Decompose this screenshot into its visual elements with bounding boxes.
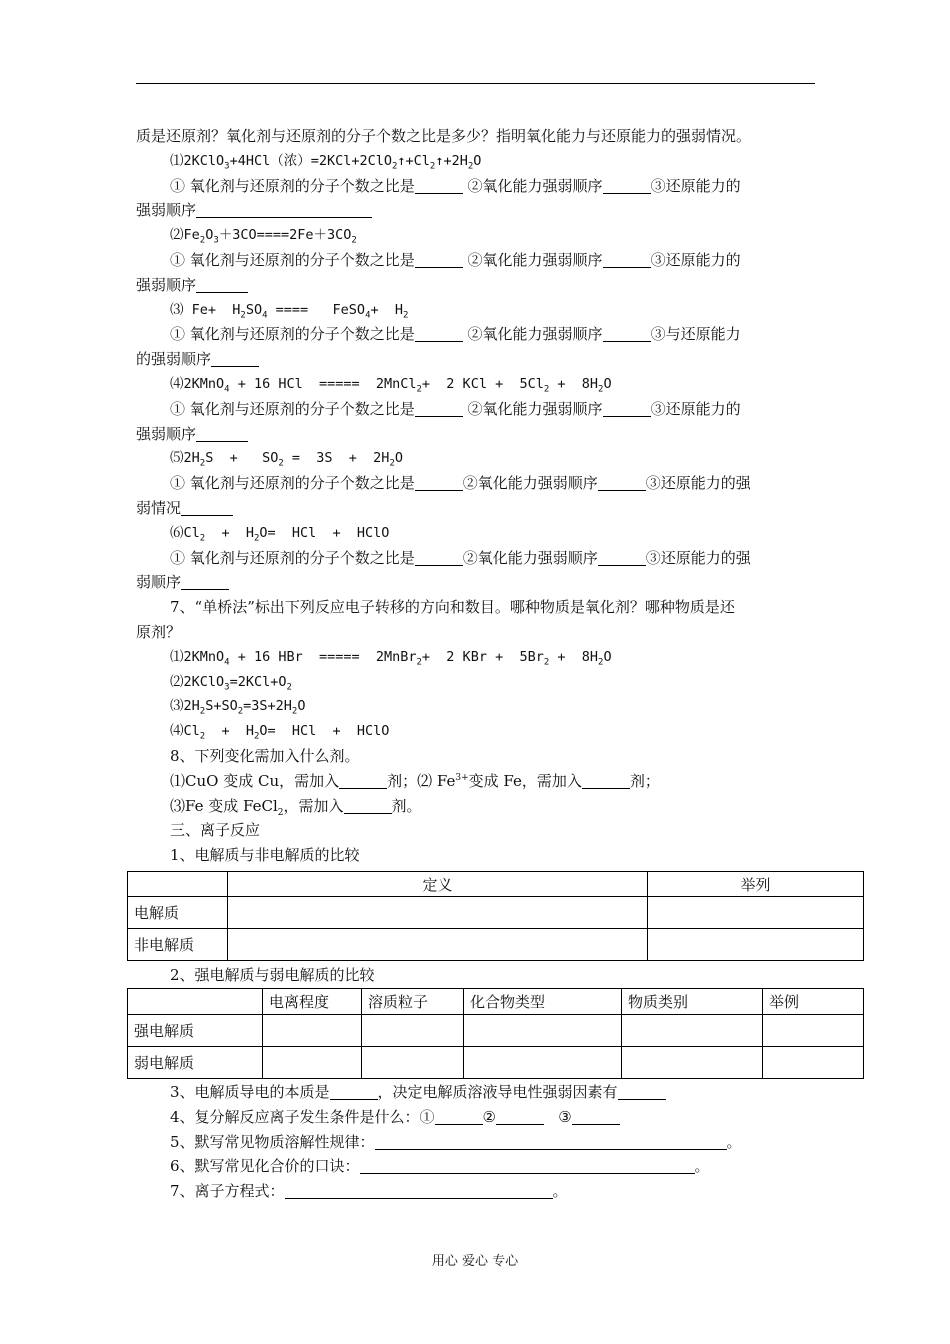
table-cell[interactable] xyxy=(648,929,864,961)
answer-blank[interactable] xyxy=(196,424,248,442)
answer-blank[interactable] xyxy=(196,275,248,293)
reaction-2: $⑵Fe_2O_3+3CO====2Fe+3CO_2$ xyxy=(170,227,357,246)
table-cell[interactable] xyxy=(622,1047,763,1079)
paragraph: 质是还原剂？氧化剂与还原剂的分子个数之比是多少？指明氧化能力与还原能力的强弱情况。 xyxy=(136,127,752,145)
answer-blank[interactable] xyxy=(344,796,392,814)
question-line: 4、复分解反应离子发生条件是什么：① ② ③ xyxy=(136,1105,816,1130)
answer-blank[interactable] xyxy=(360,1156,695,1174)
reaction-5: $⑸2H_2S + SO_2 = 3S + 2H_2O$ xyxy=(170,450,403,470)
question-line: ① 氧化剂与还原剂的分子个数之比是 ②氧化能力强弱顺序 ③还原能力的 xyxy=(170,250,741,269)
answer-blank[interactable] xyxy=(339,771,387,789)
question-line: 的强弱顺序 xyxy=(136,347,816,372)
document-body xyxy=(136,124,816,868)
table-cell[interactable] xyxy=(763,1015,864,1047)
table-header: 电离程度 xyxy=(263,989,362,1015)
question-line: 5、默写常见物质溶解性规律： 。 xyxy=(170,1132,742,1151)
answer-blank[interactable] xyxy=(181,572,229,590)
table-cell xyxy=(128,989,263,1015)
answer-blank[interactable] xyxy=(603,250,651,268)
answer-blank[interactable] xyxy=(285,1181,553,1199)
question-line: 6、默写常见化合价的口诀： 。 xyxy=(170,1157,710,1176)
table-row-label: 非电解质 xyxy=(128,929,228,961)
section-7-title-cont: 原剂？ xyxy=(136,622,182,641)
table-cell[interactable] xyxy=(263,1047,362,1079)
reaction-4: ⑷2KMnO$_4$ + 16 HCl ===== 2MnCl$_2$+ 2 KCl + $5Cl_2 + 8H_2O$ xyxy=(170,375,612,395)
question-line: ① 氧化剂与还原剂的分子个数之比是 ②氧化能力强弱顺序 ③还原能力的强 xyxy=(170,474,751,493)
answer-blank[interactable] xyxy=(572,1107,620,1125)
electrolyte-table xyxy=(127,871,864,961)
table-cell[interactable] xyxy=(763,1047,864,1079)
question-line: ⑴CuO 变成 Cu，需加入 剂；⑵ $Fe^{3+}$变成 Fe，需加入 剂； xyxy=(170,771,660,790)
answer-blank[interactable] xyxy=(181,498,233,516)
reaction-7-2: $⑵2KClO_3=2KCl+O_2$ xyxy=(170,673,292,693)
table-cell xyxy=(128,872,228,897)
page-footer: 用心 爱心 专心 xyxy=(431,1254,519,1269)
question-line: ① 氧化剂与还原剂的分子个数之比是 ②氧化能力强弱顺序 ③还原能力的 xyxy=(170,176,741,195)
table-header: 举例 xyxy=(763,989,864,1015)
question-line: ⑶Fe 变成 FeCl$_2$，需加入 剂。 xyxy=(170,796,422,818)
reaction-3: ⑶ $Fe+ H_2SO_4$ ==== FeSO$_4$+ $H_2$ xyxy=(170,301,409,321)
question-line: 弱顺序 xyxy=(136,570,816,595)
answer-blank[interactable] xyxy=(582,771,630,789)
question-line: ① 氧化剂与还原剂的分子个数之比是 ②氧化能力强弱顺序 ③还原能力的 xyxy=(170,399,741,418)
section-8-title: 8、下列变化需加入什么剂。 xyxy=(170,746,360,765)
answer-blank[interactable] xyxy=(415,250,463,268)
answer-blank[interactable] xyxy=(603,176,651,194)
table-cell[interactable] xyxy=(228,897,648,929)
answer-blank[interactable] xyxy=(196,200,372,218)
section-7-title: 7、“单桥法”标出下列反应电子转移的方向和数目。哪种物质是氧化剂？哪种物质是还 xyxy=(170,598,735,617)
reaction-1: ⑴2KClO$_3$+4HCl（浓）$=2KCl+2ClO_2↑+Cl_2↑+2H_2O$ xyxy=(170,152,482,172)
question-line: 强弱顺序 xyxy=(136,198,816,223)
reaction-7-1: ⑴2KMnO$_4$ + 16 HBr ===== 2MnBr$_2$+ 2 KBr + $5Br_2 + 8H_2O$ xyxy=(170,648,612,668)
table-header: 举列 xyxy=(648,872,864,897)
header-rule xyxy=(136,83,815,84)
table-row-label: 电解质 xyxy=(128,897,228,929)
question-line: 强弱顺序 xyxy=(136,273,816,298)
ionic-questions xyxy=(136,1080,816,1204)
answer-blank[interactable] xyxy=(603,399,651,417)
question-line: ① 氧化剂与还原剂的分子个数之比是 ②氧化能力强弱顺序 ③与还原能力 xyxy=(170,325,741,344)
answer-blank[interactable] xyxy=(415,399,463,417)
table-cell[interactable] xyxy=(622,1015,763,1047)
subsection-title: 1、电解质与非电解质的比较 xyxy=(170,846,360,865)
table-cell[interactable] xyxy=(228,929,648,961)
table-header: 物质类别 xyxy=(622,989,763,1015)
table-cell[interactable] xyxy=(464,1047,622,1079)
question-line: ① 氧化剂与还原剂的分子个数之比是 ②氧化能力强弱顺序 ③还原能力的强 xyxy=(170,548,751,567)
question-line: 弱情况 xyxy=(136,496,816,521)
reaction-6: $⑹Cl_2 + H_2O=$ HCl + HClO xyxy=(170,524,390,544)
question-line: 强弱顺序 xyxy=(136,422,816,447)
table-header: 溶质粒子 xyxy=(362,989,464,1015)
answer-blank[interactable] xyxy=(211,349,259,367)
answer-blank[interactable] xyxy=(496,1107,544,1125)
answer-blank[interactable] xyxy=(598,473,646,491)
answer-blank[interactable] xyxy=(375,1132,727,1150)
table-cell[interactable] xyxy=(648,897,864,929)
answer-blank[interactable] xyxy=(415,324,463,342)
table-header: 化合物类型 xyxy=(464,989,622,1015)
answer-blank[interactable] xyxy=(435,1107,483,1125)
table-cell[interactable] xyxy=(362,1047,464,1079)
table-cell[interactable] xyxy=(263,1015,362,1047)
answer-blank[interactable] xyxy=(618,1082,666,1100)
question-line: 3、电解质导电的本质是 ，决定电解质溶液导电性强弱因素有 xyxy=(136,1080,816,1105)
table-cell[interactable] xyxy=(464,1015,622,1047)
answer-blank[interactable] xyxy=(415,176,463,194)
subsection-title: 2、强电解质与弱电解质的比较 xyxy=(170,966,375,984)
answer-blank[interactable] xyxy=(330,1082,378,1100)
strong-weak-table xyxy=(127,988,864,1079)
answer-blank[interactable] xyxy=(415,548,463,566)
answer-blank[interactable] xyxy=(603,324,651,342)
answer-blank[interactable] xyxy=(415,473,463,491)
question-line: 7、离子方程式： 。 xyxy=(170,1182,568,1201)
table-row-label: 弱电解质 xyxy=(128,1047,263,1079)
table-cell[interactable] xyxy=(362,1015,464,1047)
answer-blank[interactable] xyxy=(598,548,646,566)
section-heading: 三、离子反应 xyxy=(170,821,261,840)
reaction-7-4: $⑷Cl_2 + H_2O=$ HCl + HClO xyxy=(170,723,390,742)
reaction-7-3: $⑶2H_2S+SO_2=3S+2H_2O$ xyxy=(170,698,306,718)
table-row-label: 强电解质 xyxy=(128,1015,263,1047)
table-header: 定义 xyxy=(228,872,648,897)
